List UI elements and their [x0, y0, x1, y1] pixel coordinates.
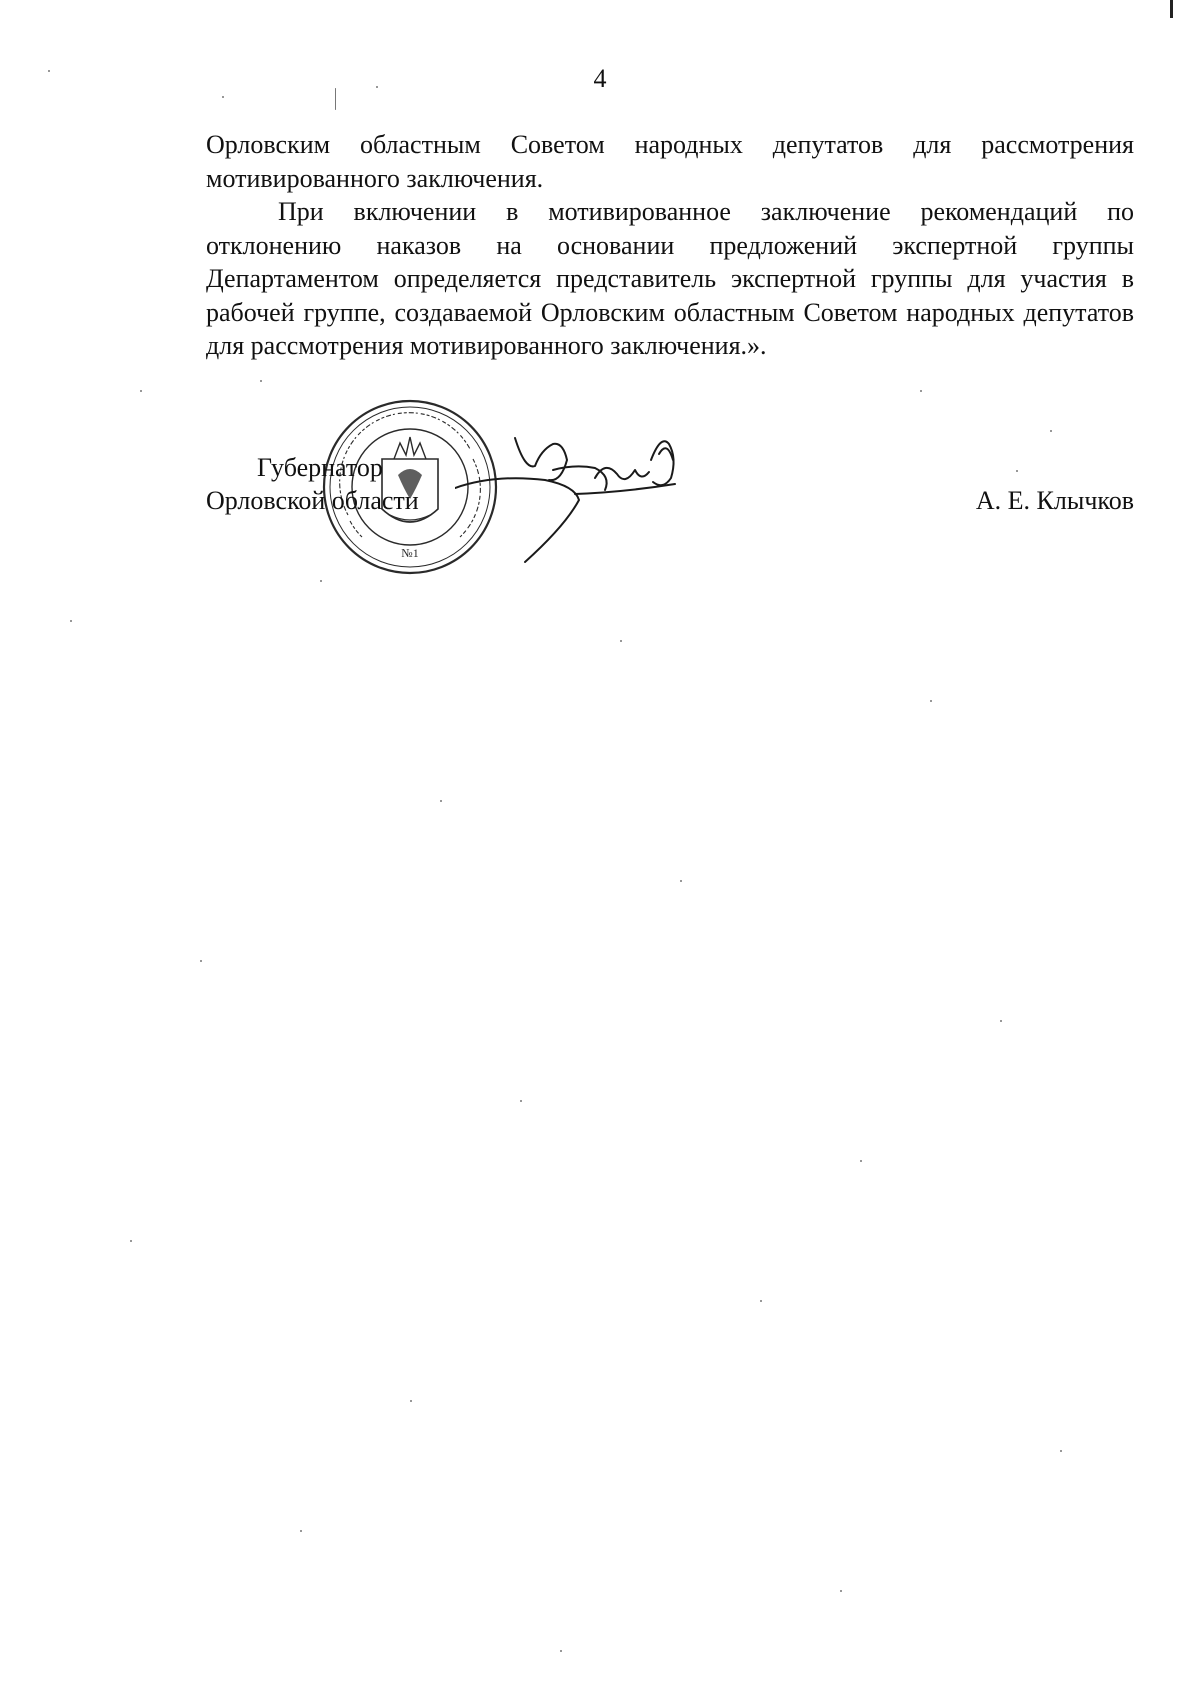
scan-speck [320, 580, 322, 582]
scan-speck [200, 960, 202, 962]
scan-speck [410, 1400, 412, 1402]
signatory-position: Губернатор [257, 453, 383, 482]
scan-speck [760, 1300, 762, 1302]
scan-speck [260, 380, 262, 382]
scan-speck [140, 390, 142, 392]
scan-speck [1016, 470, 1018, 472]
scan-speck [520, 1100, 522, 1102]
scan-speck [680, 880, 682, 882]
scan-speck [1050, 430, 1052, 432]
scan-speck [440, 800, 442, 802]
scan-speck [222, 96, 224, 98]
paragraph-continuation [206, 128, 1134, 195]
svg-text:№1: №1 [401, 546, 419, 560]
scan-speck [620, 640, 622, 642]
scan-speck [1000, 1020, 1002, 1022]
paragraph-expert-group [206, 195, 1134, 363]
scan-speck [560, 1650, 562, 1652]
page-number: 4 [593, 64, 607, 93]
paragraph-1-text: Орловским областным Советом народных депутатов для рассмотрения мотивированного заключения. [206, 130, 1134, 193]
scan-speck [335, 88, 336, 110]
scan-speck [920, 390, 922, 392]
signatory-region: Орловской области [206, 486, 419, 515]
signatory-name: А. Е. Клычков [975, 486, 1134, 515]
scan-speck [1060, 1450, 1062, 1452]
scan-speck [70, 620, 72, 622]
scan-speck [860, 1160, 862, 1162]
paragraph-2-text: При включении в мотивированное заключение рекомендаций по отклонению наказов на основании предложений экспертной группы Департаментом определяется представитель экспертной группы для участия в рабочей группе, создаваемой Орловским областным Советом народных депутатов для рассмотрения мотивированного заключения.». [206, 197, 1134, 360]
scan-edge-mark [1170, 0, 1173, 18]
scan-speck [930, 700, 932, 702]
scan-speck [300, 1530, 302, 1532]
scan-speck [130, 1240, 132, 1242]
handwritten-signature [455, 430, 745, 570]
scan-speck [840, 1590, 842, 1592]
scan-speck [48, 70, 50, 72]
scan-speck [376, 86, 378, 88]
